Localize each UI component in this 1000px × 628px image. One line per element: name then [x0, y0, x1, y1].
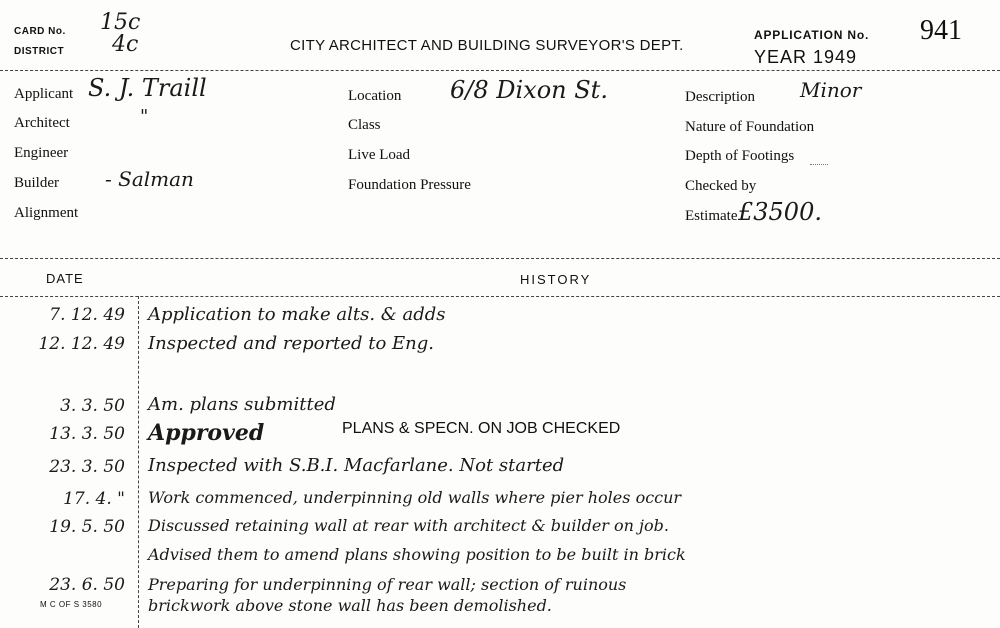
location-value: 6/8 Dixon St.	[450, 76, 608, 104]
estimate-value: £3500.	[738, 198, 822, 226]
description-label: Description	[685, 89, 755, 105]
dotted-leader	[810, 164, 828, 165]
architect-label: Architect	[14, 115, 70, 131]
history-entry: Discussed retaining wall at rear with architect & builder on job.	[148, 516, 669, 535]
print-code: M C OF S 3580	[40, 600, 103, 609]
location-label: Location	[348, 88, 402, 104]
history-entry: Inspected and reported to Eng.	[148, 333, 435, 354]
history-entry: Work commenced, underpinning old walls where pier holes occur	[148, 488, 682, 507]
department-title: CITY ARCHITECT AND BUILDING SURVEYOR'S DEPT.	[290, 37, 684, 54]
architect-value: "	[140, 106, 149, 127]
live-load-label: Live Load	[348, 147, 411, 163]
card-no-label: CARD No.	[14, 26, 66, 37]
application-number: 941	[920, 15, 962, 46]
description-value: Minor	[800, 78, 862, 102]
card-no-value: 15c	[100, 10, 141, 35]
fields-divider	[0, 258, 1000, 259]
district-value: 4c	[112, 32, 139, 57]
history-date: 23. 6. 50	[49, 575, 125, 595]
history-entry: Preparing for underpinning of rear wall; section of ruinous	[148, 575, 627, 594]
date-column-divider	[138, 296, 139, 628]
history-entry-continued: brickwork above stone wall has been demolished.	[148, 596, 552, 615]
engineer-label: Engineer	[14, 145, 69, 161]
history-date: 12. 12. 49	[38, 334, 125, 354]
nature-of-foundation-label: Nature of Foundation	[685, 119, 815, 135]
alignment-label: Alignment	[14, 205, 79, 221]
estimate-label: Estimate	[685, 208, 738, 224]
depth-of-footings-label: Depth of Footings	[685, 148, 795, 164]
checked-by-label: Checked by	[685, 178, 757, 194]
history-entry-continued: Advised them to amend plans showing position to be built in brick	[148, 545, 686, 564]
history-date: 3. 3. 50	[60, 396, 125, 416]
date-column-header: DATE	[46, 271, 84, 286]
district-label: DISTRICT	[14, 46, 65, 57]
history-entry-approved: Approved	[148, 420, 265, 446]
history-date: 23. 3. 50	[49, 457, 125, 477]
year-label: YEAR 1949	[754, 47, 858, 67]
history-entry: Application to make alts. & adds	[148, 304, 446, 325]
history-column-header: HISTORY	[520, 272, 592, 287]
history-header-divider	[0, 296, 1000, 297]
class-label: Class	[348, 117, 381, 133]
applicant-value: S. J. Traill	[88, 74, 207, 102]
applicant-label: Applicant	[14, 86, 74, 102]
foundation-pressure-label: Foundation Pressure	[348, 177, 471, 193]
header-divider	[0, 70, 1000, 71]
application-no-label: APPLICATION No.	[754, 28, 870, 42]
history-date: 19. 5. 50	[49, 517, 125, 537]
history-entry: Inspected with S.B.I. Macfarlane. Not started	[148, 455, 565, 476]
history-date: 7. 12. 49	[49, 305, 125, 325]
builder-label: Builder	[14, 175, 59, 191]
history-entry: Am. plans submitted	[148, 394, 336, 415]
builder-value: - Salman	[105, 167, 194, 191]
history-date: 13. 3. 50	[49, 424, 125, 444]
history-date: 17. 4. "	[63, 489, 125, 509]
plans-stamp: PLANS & SPECN. ON JOB CHECKED	[342, 420, 621, 437]
